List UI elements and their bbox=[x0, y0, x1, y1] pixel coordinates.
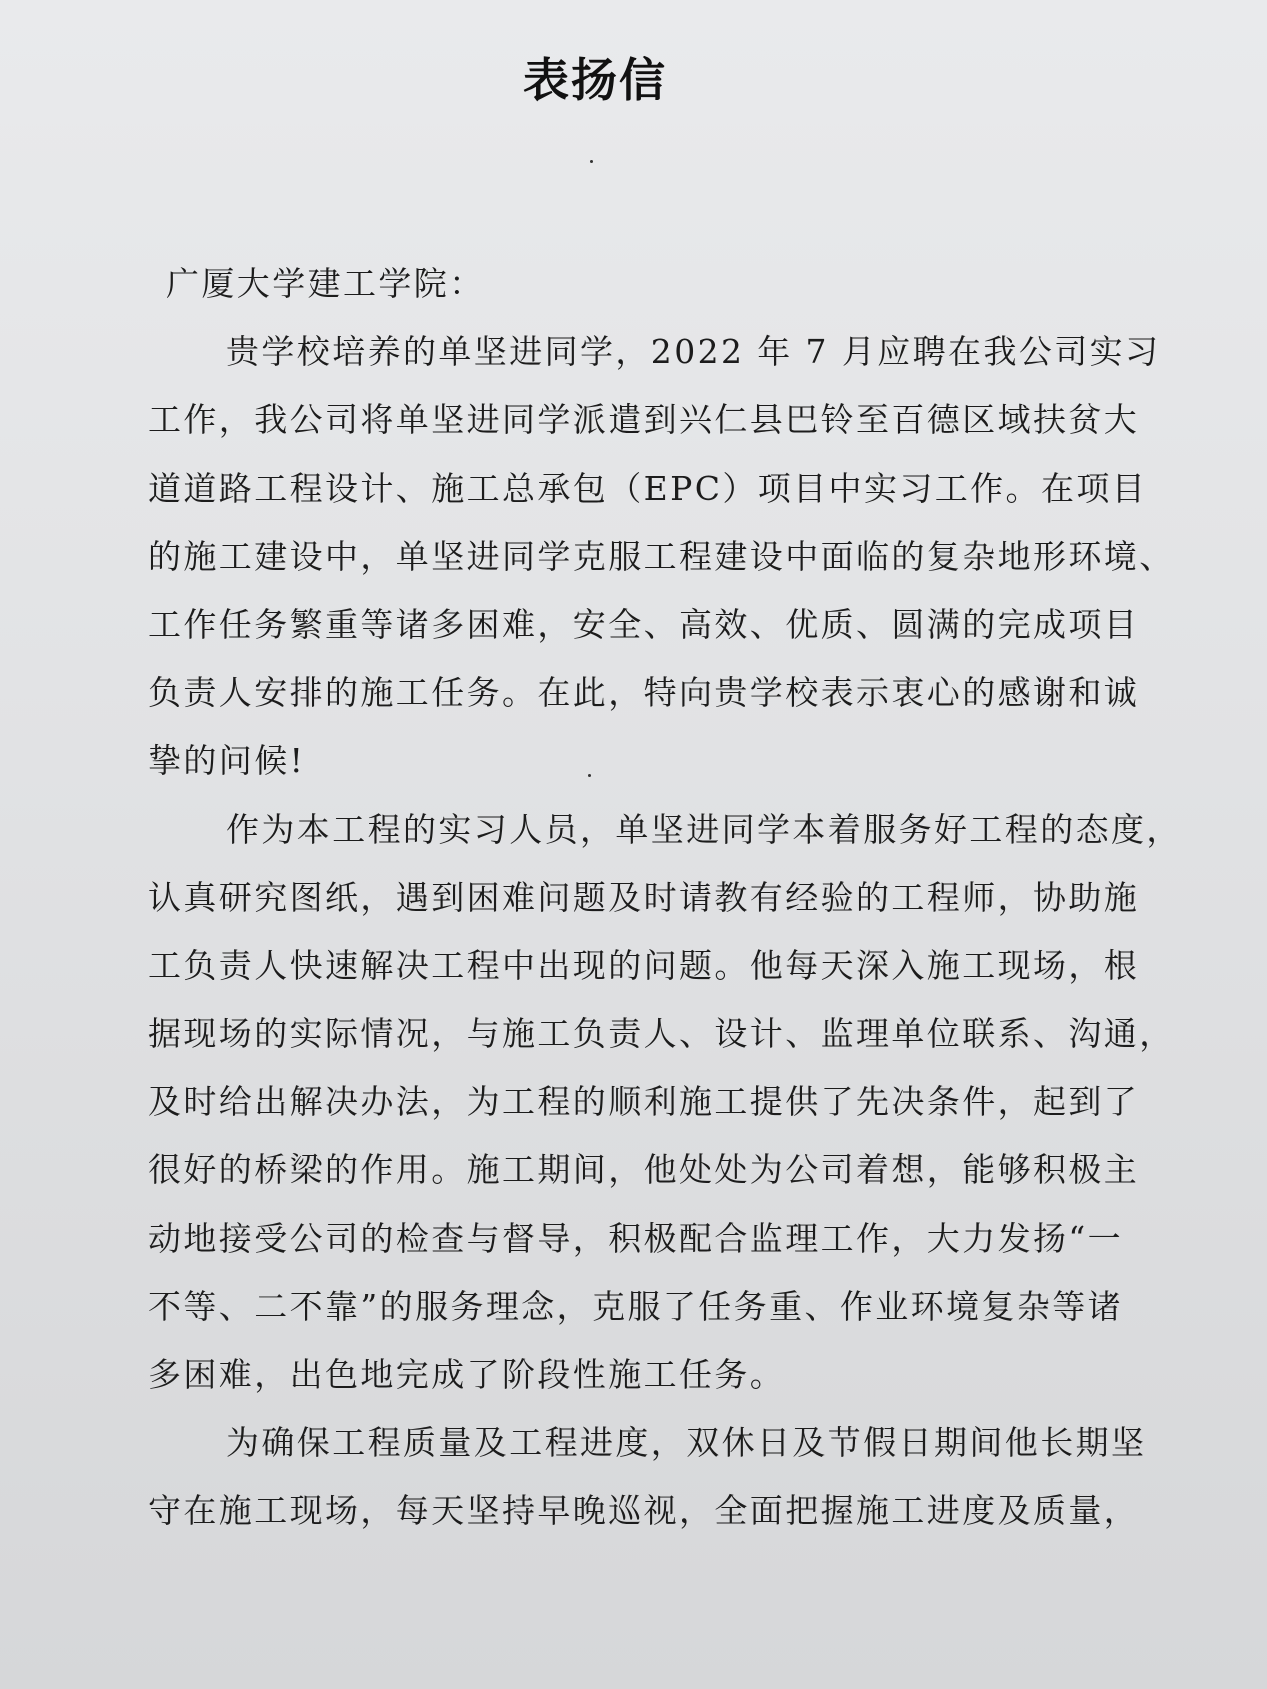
paragraph-line: 为确保工程质量及工程进度，双休日及节假日期间他长期坚 bbox=[226, 1423, 1147, 1463]
paragraph-line: 认真研究图纸，遇到困难问题及时请教有经验的工程师，协助施 bbox=[148, 877, 1140, 917]
letter-salutation: 广厦大学建工学院： bbox=[166, 264, 485, 303]
paragraph-line: 道道路工程设计、施工总承包（EPC）项目中实习工作。在项目 bbox=[148, 468, 1148, 508]
paragraph-line: 负责人安排的施工任务。在此，特向贵学校表示衷心的感谢和诚 bbox=[148, 673, 1140, 713]
paragraph-line: 据现场的实际情况，与施工负责人、设计、监理单位联系、沟通， bbox=[148, 1014, 1175, 1054]
paragraph-line: 挚的问候! bbox=[148, 741, 306, 781]
paper-speck bbox=[590, 160, 593, 163]
paragraph-1 bbox=[148, 318, 1175, 795]
letter-body bbox=[148, 250, 1182, 1546]
paragraph-line: 很好的桥梁的作用。施工期间，他处处为公司着想，能够积极主 bbox=[148, 1150, 1140, 1190]
paragraph-line: 及时给出解决办法，为工程的顺利施工提供了先决条件，起到了 bbox=[148, 1082, 1140, 1122]
paragraph-3 bbox=[148, 1409, 1147, 1545]
paragraph-line: 不等、二不靠”的服务理念，克服了任务重、作业环境复杂等诸 bbox=[148, 1286, 1124, 1326]
paragraph-line: 守在施工现场，每天坚持早晚巡视，全面把握施工进度及质量， bbox=[148, 1491, 1140, 1531]
paragraph-line: 工作任务繁重等诸多困难，安全、高效、优质、圆满的完成项目 bbox=[148, 604, 1140, 644]
letter-title: 表扬信 bbox=[523, 53, 667, 107]
paragraph-line: 动地接受公司的检查与督导，积极配合监理工作，大力发扬“一 bbox=[148, 1218, 1124, 1258]
paragraph-line: 工作，我公司将单坚进同学派遣到兴仁县巴铃至百德区域扶贫大 bbox=[148, 400, 1140, 440]
paragraph-line: 多困难，出色地完成了阶段性施工任务。 bbox=[148, 1355, 786, 1394]
paragraph-line: 作为本工程的实习人员，单坚进同学本着服务好工程的态度， bbox=[226, 809, 1182, 849]
paragraph-2 bbox=[148, 796, 1182, 1410]
paragraph-line: 的施工建设中，单坚进同学克服工程建设中面临的复杂地形环境、 bbox=[148, 536, 1175, 576]
paragraph-line: 工负责人快速解决工程中出现的问题。他每天深入施工现场，根 bbox=[148, 945, 1140, 985]
paragraph-line: 贵学校培养的单坚进同学，2022 年 7 月应聘在我公司实习 bbox=[226, 332, 1161, 372]
